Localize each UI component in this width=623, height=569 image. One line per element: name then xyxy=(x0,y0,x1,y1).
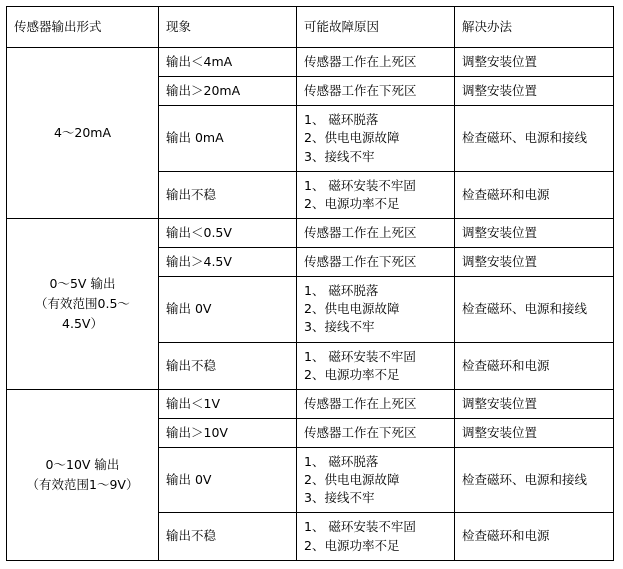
group-label-line: （有效范围0.5～ xyxy=(35,295,130,311)
column-header-output-type: 传感器输出形式 xyxy=(7,7,159,48)
cause-line: 2、供电电源故障 xyxy=(304,130,400,146)
column-header-symptom: 现象 xyxy=(159,7,297,48)
solution-cell: 调整安装位置 xyxy=(455,248,614,277)
cause-cell xyxy=(297,106,455,171)
cause-line: 1、 磁环安装不牢固 xyxy=(304,519,416,535)
cause-cell: 传感器工作在下死区 xyxy=(297,418,455,447)
cause-line: 2、电源功率不足 xyxy=(304,366,400,382)
symptom-cell: 输出＞20mA xyxy=(159,77,297,106)
solution-cell: 检查磁环、电源和接线 xyxy=(455,106,614,171)
group-label-0-5v xyxy=(7,218,159,389)
cause-line: 3、接线不牢 xyxy=(304,148,375,164)
column-header-cause: 可能故障原因 xyxy=(297,7,455,48)
group-label-line: 0～5V 输出 xyxy=(49,275,116,291)
solution-cell: 检查磁环和电源 xyxy=(455,513,614,560)
symptom-cell: 输出＜0.5V xyxy=(159,218,297,247)
cause-cell: 传感器工作在上死区 xyxy=(297,48,455,77)
cause-line: 1、 磁环安装不牢固 xyxy=(304,348,416,364)
solution-cell: 调整安装位置 xyxy=(455,418,614,447)
group-label-line: 4.5V） xyxy=(62,315,103,331)
symptom-cell: 输出＜1V xyxy=(159,389,297,418)
cause-line: 1、 磁环脱落 xyxy=(304,283,379,299)
table-row xyxy=(7,389,614,418)
cause-cell: 传感器工作在下死区 xyxy=(297,77,455,106)
cause-line: 2、供电电源故障 xyxy=(304,301,400,317)
symptom-cell: 输出＞4.5V xyxy=(159,248,297,277)
group-label-4-20ma: 4～20mA xyxy=(7,48,159,219)
cause-line: 3、接线不牢 xyxy=(304,319,375,335)
cause-cell xyxy=(297,448,455,513)
table-header-row xyxy=(7,7,614,48)
group-label-0-10v xyxy=(7,389,159,560)
solution-cell: 调整安装位置 xyxy=(455,218,614,247)
cause-line: 1、 磁环脱落 xyxy=(304,454,379,469)
cause-cell: 传感器工作在上死区 xyxy=(297,218,455,247)
cause-cell xyxy=(297,342,455,389)
group-label-line: 0～10V 输出 xyxy=(45,456,120,472)
cause-cell: 传感器工作在下死区 xyxy=(297,248,455,277)
cause-line: 1、 磁环脱落 xyxy=(304,112,379,128)
troubleshooting-table xyxy=(6,6,614,561)
solution-cell: 调整安装位置 xyxy=(455,48,614,77)
cause-line: 3、接线不牢 xyxy=(304,490,375,506)
symptom-cell: 输出＜4mA xyxy=(159,48,297,77)
cause-line: 2、电源功率不足 xyxy=(304,195,400,211)
cause-cell xyxy=(297,171,455,218)
symptom-cell: 输出不稳 xyxy=(159,171,297,218)
symptom-cell: 输出 0mA xyxy=(159,106,297,171)
cause-line: 2、电源功率不足 xyxy=(304,537,400,553)
symptom-cell: 输出不稳 xyxy=(159,342,297,389)
column-header-solution: 解决办法 xyxy=(455,7,614,48)
symptom-cell: 输出＞10V xyxy=(159,418,297,447)
table-row xyxy=(7,218,614,247)
table-row xyxy=(7,48,614,77)
solution-cell: 调整安装位置 xyxy=(455,389,614,418)
symptom-cell: 输出 0V xyxy=(159,277,297,342)
solution-cell: 检查磁环、电源和接线 xyxy=(455,277,614,342)
solution-cell: 调整安装位置 xyxy=(455,77,614,106)
solution-cell: 检查磁环、电源和接线 xyxy=(455,448,614,513)
cause-line: 1、 磁环安装不牢固 xyxy=(304,177,416,193)
cause-line: 2、供电电源故障 xyxy=(304,472,400,488)
solution-cell: 检查磁环和电源 xyxy=(455,342,614,389)
solution-cell: 检查磁环和电源 xyxy=(455,171,614,218)
cause-cell xyxy=(297,277,455,342)
symptom-cell: 输出不稳 xyxy=(159,513,297,560)
cause-cell: 传感器工作在上死区 xyxy=(297,389,455,418)
cause-cell xyxy=(297,513,455,560)
symptom-cell: 输出 0V xyxy=(159,448,297,513)
group-label-line: （有效范围1～9V） xyxy=(26,476,139,492)
